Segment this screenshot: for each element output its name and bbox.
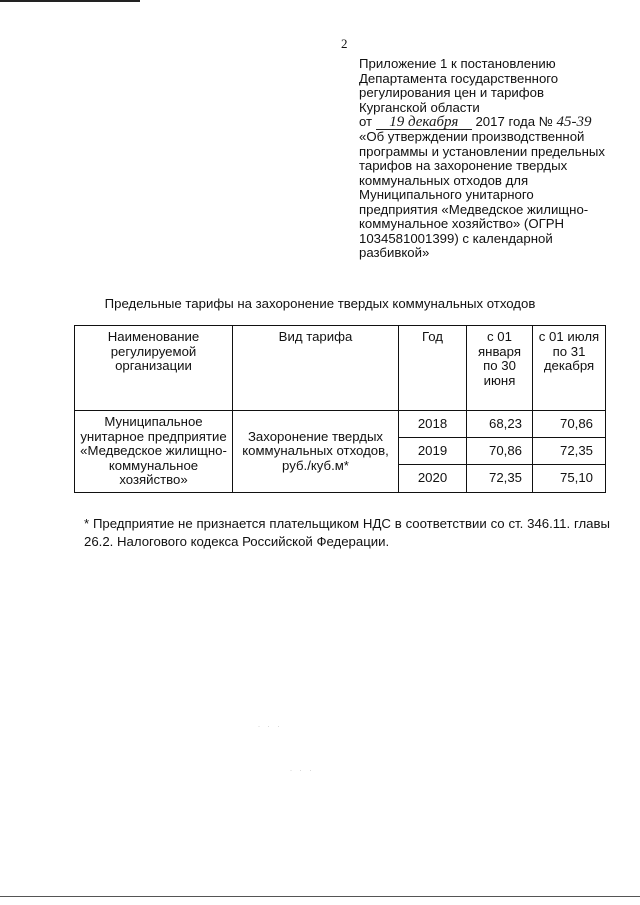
- appendix-title-line: коммунальное хозяйство» (ОГРН: [359, 216, 565, 231]
- handwritten-date: 19 декабря: [376, 115, 472, 130]
- value-text: 70,86: [488, 442, 522, 458]
- year-text: 2020: [417, 470, 448, 486]
- handwritten-doc-number: 45-39: [556, 114, 592, 130]
- table-row: [75, 411, 606, 438]
- appendix-date-line: [359, 115, 619, 130]
- header-year: [399, 326, 467, 411]
- appendix-line: Департамента государственного: [359, 70, 559, 86]
- year-text: 2019: [417, 442, 448, 458]
- appendix-title-line: тарифов на захоронение твердых: [359, 158, 568, 173]
- header-second-half: [533, 326, 606, 411]
- tariff-table: [74, 325, 606, 493]
- appendix-title-line: 1034581001399) с календарной: [359, 230, 553, 246]
- date-year: 2017 года №: [475, 114, 553, 129]
- header-type-text: Вид тарифа: [278, 329, 353, 344]
- year-cell: [399, 465, 467, 492]
- tariff-type-cell: [233, 411, 399, 493]
- header-first-half: [467, 326, 533, 411]
- header-second-half-text: с 01 июля по 31 декабря: [538, 329, 600, 373]
- appendix-title-line: «Об утверждении производственной: [359, 129, 585, 144]
- value-text: 70,86: [559, 415, 593, 431]
- scan-specks: · · ·: [258, 724, 283, 730]
- org-cell: [75, 411, 233, 493]
- header-year-text: Год: [422, 329, 443, 344]
- value-text: 75,10: [559, 470, 593, 486]
- tariff-type-text: Захоронение твердых коммунальных отходов, руб./куб.м*: [242, 428, 389, 473]
- year-cell: [399, 411, 467, 438]
- value-cell: [533, 411, 606, 438]
- appendix-title-line: программы и установлении предельных: [359, 143, 605, 159]
- value-cell: [533, 438, 606, 465]
- value-text: 72,35: [559, 442, 593, 458]
- org-text: Муниципальное унитарное предприятие «Медведское жилищно-коммунальное хозяйство»: [80, 414, 227, 487]
- appendix-line: Приложение 1 к постановлению: [359, 56, 556, 71]
- date-prefix: от: [359, 114, 373, 129]
- scan-specks: · · ·: [290, 768, 315, 774]
- header-org-text: Наименование регулируемой организации: [107, 329, 200, 373]
- scan-bottom-edge: [0, 896, 640, 897]
- appendix-title-line: предприятия «Медведское жилищно-: [359, 201, 589, 217]
- footnote: * Предприятие не признается плательщиком НДС в соответствии со ст. 346.11. главы 26.2. Налогового кодекса Российской Федерации.: [84, 516, 610, 549]
- table-header-row: [75, 326, 606, 411]
- appendix-header: [359, 57, 619, 261]
- appendix-line: регулирования цен и тарифов: [359, 85, 544, 100]
- value-cell: [467, 465, 533, 492]
- table-title: Предельные тарифы на захоронение твердых коммунальных отходов: [104, 296, 536, 311]
- appendix-title-line: разбивкой»: [359, 245, 430, 260]
- value-cell: [533, 465, 606, 492]
- header-first-half-text: с 01 января по 30 июня: [478, 329, 521, 388]
- appendix-line: Курганской области: [359, 99, 480, 115]
- scan-edge: [0, 0, 140, 8]
- header-type: [233, 326, 399, 411]
- value-cell: [467, 411, 533, 438]
- appendix-title-line: Муниципального унитарного: [359, 187, 534, 202]
- header-org: [75, 326, 233, 411]
- value-text: 68,23: [488, 415, 522, 431]
- year-cell: [399, 438, 467, 465]
- page-number: 2: [341, 36, 348, 51]
- year-text: 2018: [417, 415, 448, 431]
- value-cell: [467, 438, 533, 465]
- value-text: 72,35: [488, 470, 522, 486]
- appendix-title-line: коммунальных отходов для: [359, 172, 529, 188]
